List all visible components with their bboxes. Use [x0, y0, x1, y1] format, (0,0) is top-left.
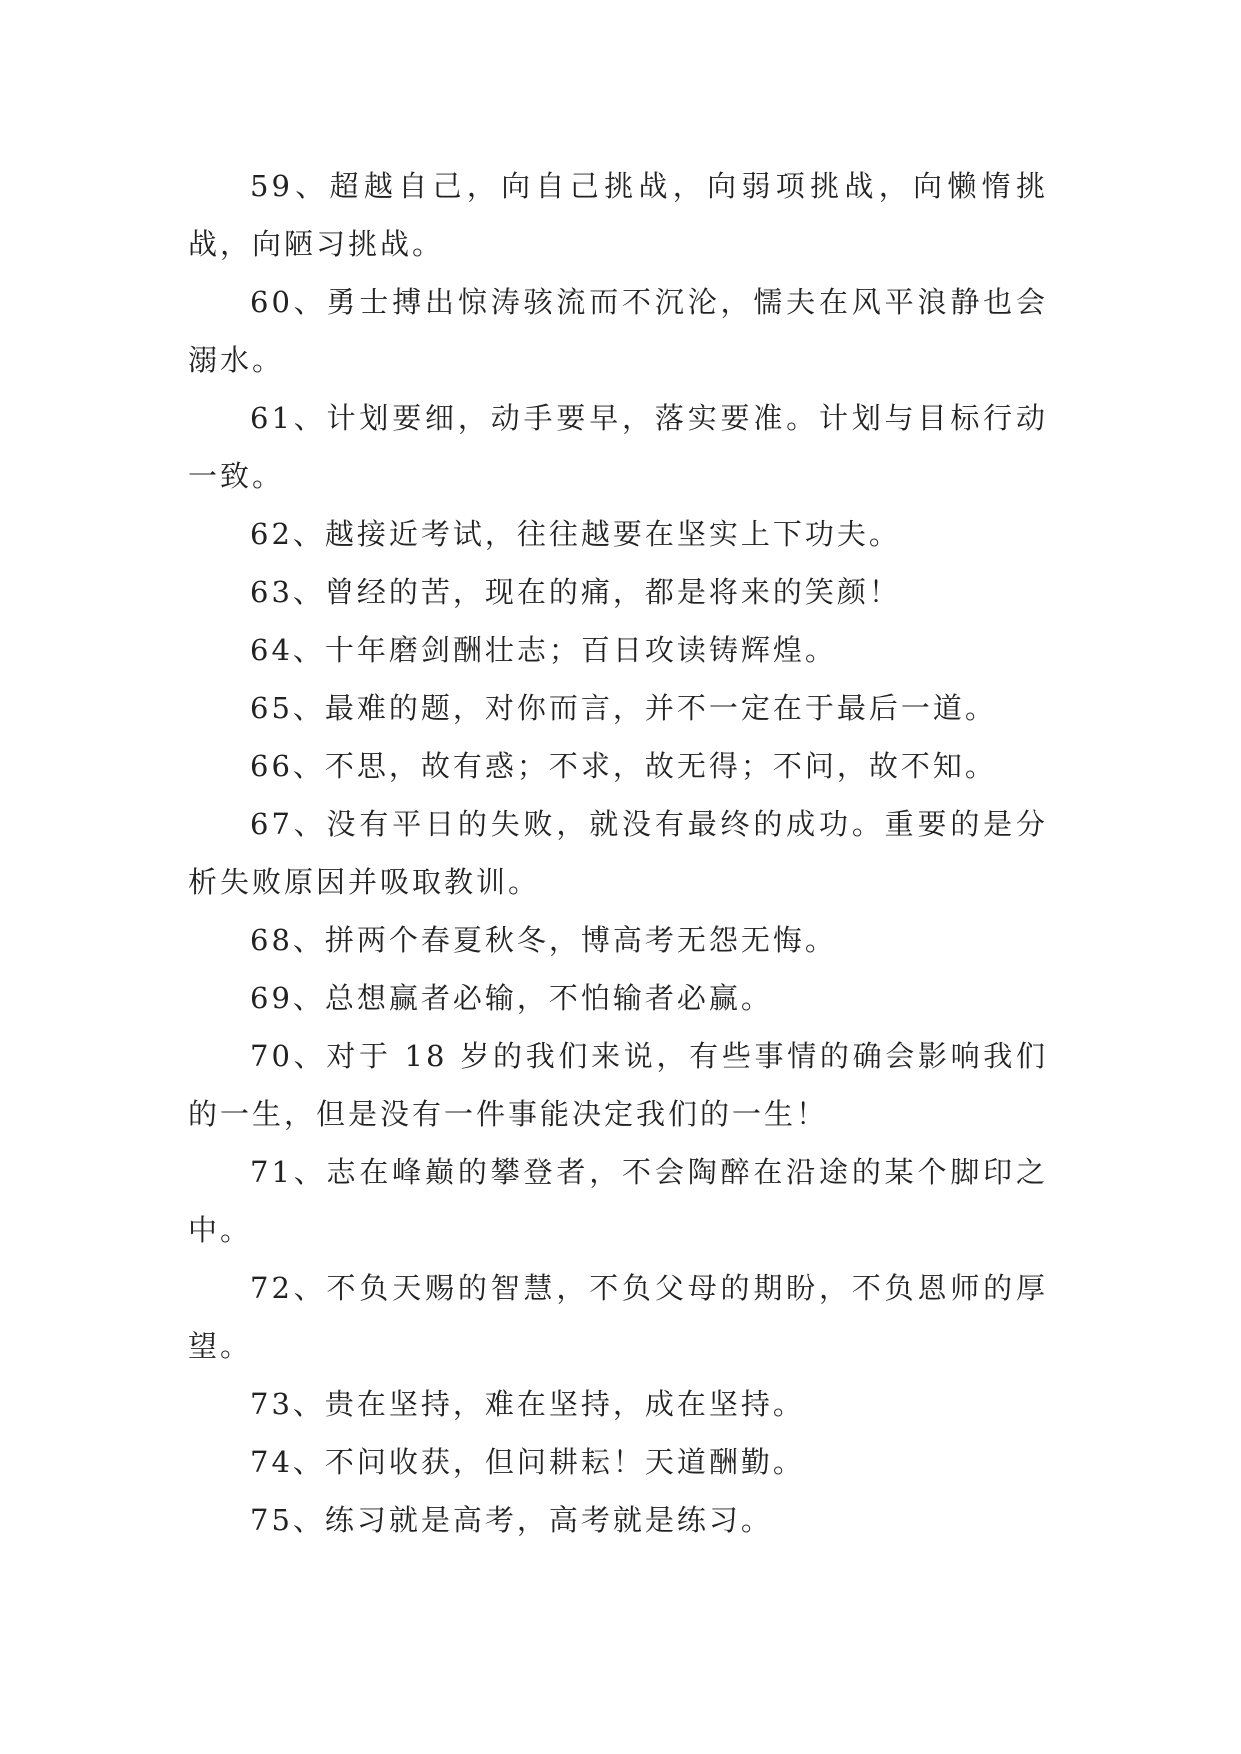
paragraph-59: 59、超越自己，向自己挑战，向弱项挑战，向懒惰挑战，向陋习挑战。 [188, 169, 1048, 261]
document-body [188, 157, 1048, 1549]
paragraph-60: 60、勇士搏出惊涛骇流而不沉沦，懦夫在风平浪静也会溺水。 [188, 285, 1048, 377]
paragraph-70: 70、对于 18 岁的我们来说，有些事情的确会影响我们的一生，但是没有一件事能决定我们的一生！ [188, 1039, 1048, 1131]
paragraph-72: 72、不负天赐的智慧，不负父母的期盼，不负恩师的厚望。 [188, 1271, 1048, 1363]
paragraph-74: 74、不问收获，但问耕耘！天道酬勤。 [250, 1445, 805, 1479]
paragraph-65: 65、最难的题，对你而言，并不一定在于最后一道。 [250, 691, 997, 725]
paragraph-64: 64、十年磨剑酬壮志；百日攻读铸辉煌。 [250, 633, 837, 667]
paragraph-68: 68、拼两个春夏秋冬，博高考无怨无悔。 [250, 923, 837, 957]
paragraph-69: 69、总想赢者必输，不怕输者必赢。 [250, 981, 773, 1015]
paragraph-71: 71、志在峰巅的攀登者，不会陶醉在沿途的某个脚印之中。 [188, 1155, 1048, 1247]
paragraph-66: 66、不思，故有惑；不求，故无得；不问，故不知。 [250, 749, 997, 783]
paragraph-67: 67、没有平日的失败，就没有最终的成功。重要的是分析失败原因并吸取教训。 [188, 807, 1048, 899]
paragraph-62: 62、越接近考试，往往越要在坚实上下功夫。 [250, 517, 901, 551]
paragraph-61: 61、计划要细，动手要早，落实要准。计划与目标行动一致。 [188, 401, 1048, 493]
paragraph-73: 73、贵在坚持，难在坚持，成在坚持。 [250, 1387, 805, 1421]
paragraph-75: 75、练习就是高考，高考就是练习。 [250, 1503, 773, 1537]
paragraph-63: 63、曾经的苦，现在的痛，都是将来的笑颜！ [250, 575, 901, 609]
